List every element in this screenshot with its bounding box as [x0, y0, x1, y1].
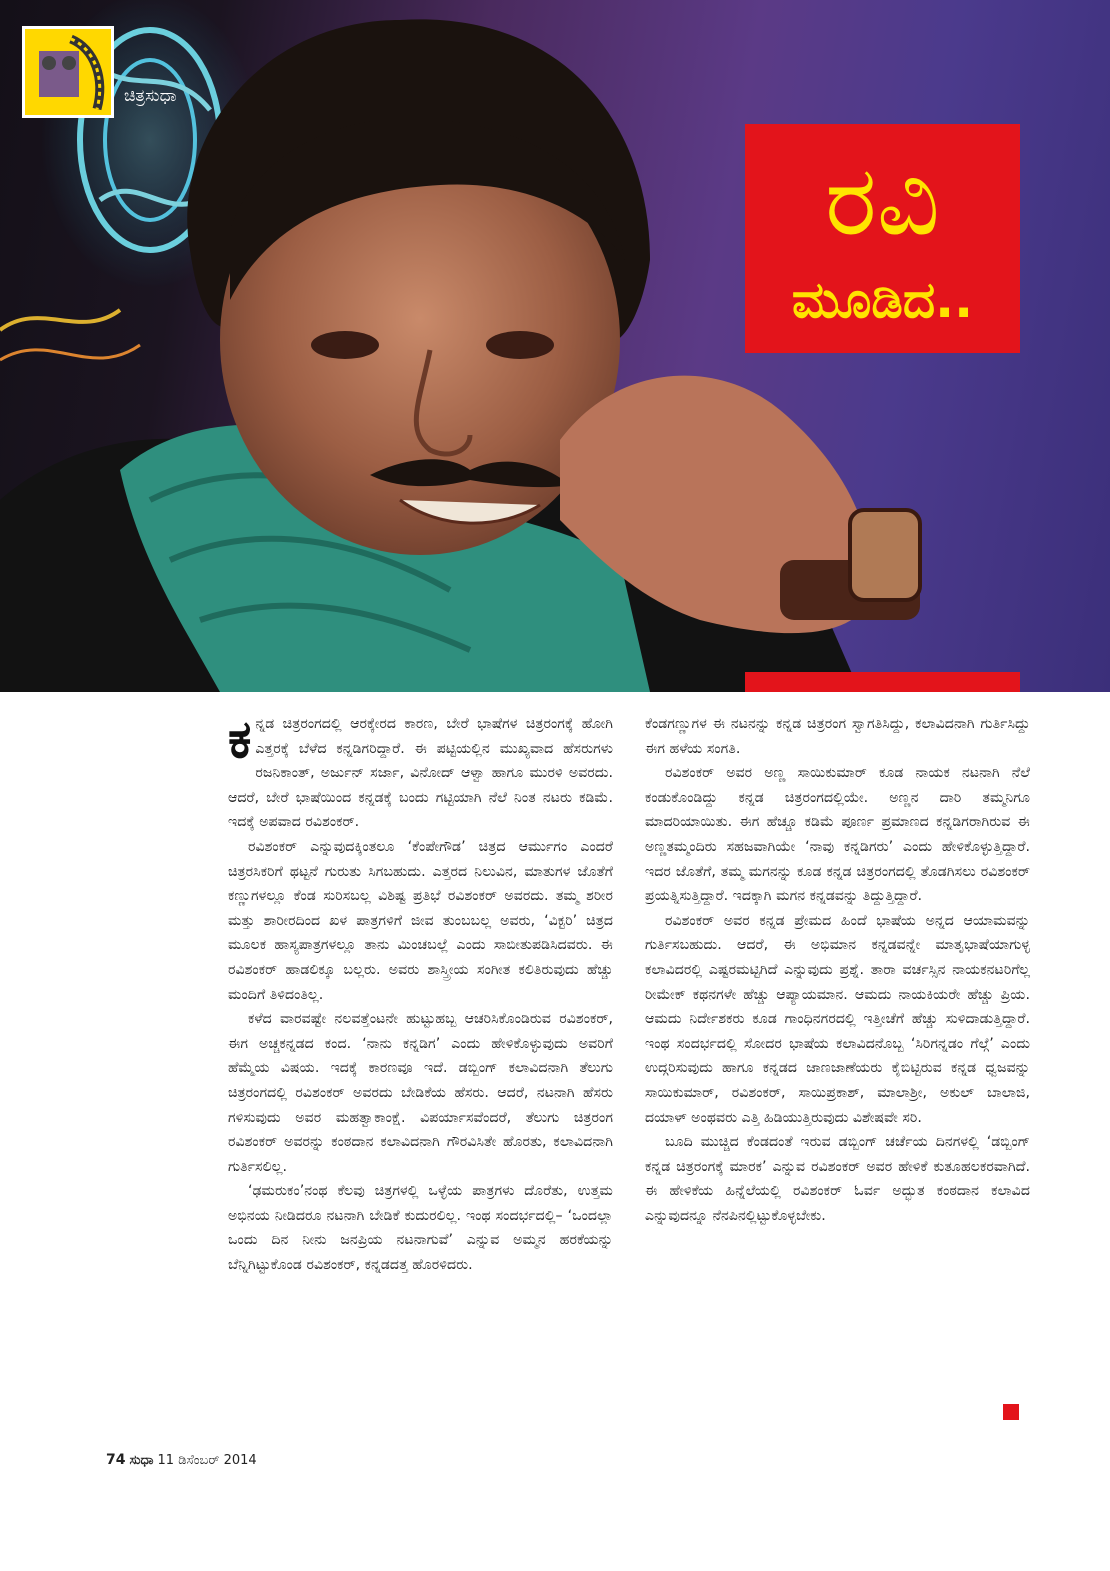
end-of-article-mark [1003, 1404, 1019, 1420]
magazine-name: ಸುಧಾ [129, 1453, 154, 1468]
section-badge [22, 26, 114, 118]
film-reel-icon [25, 29, 111, 115]
issue-date: 11 ಡಿಸೆಂಬರ್ 2014 [157, 1453, 257, 1468]
article-paragraph: ಬೂದಿ ಮುಚ್ಚಿದ ಕೆಂಡದಂತೆ ಇರುವ ಡಬ್ಬಿಂಗ್ ಚರ್ಚೆಯ ದಿನಗಳಲ್ಲಿ ‘ಡಬ್ಬಿಂಗ್ ಕನ್ನಡ ಚಿತ್ರರಂಗಕ್ಕೆ ಮಾರಕ’ ಎನ್ನುವ ರವಿಶಂಕರ್ ಅವರ ಹೇಳಿಕೆ ಕುತೂಹಲಕರವಾಗಿದೆ. ಈ ಹೇಳಿಕೆಯ ಹಿನ್ನೆಲೆಯಲ್ಲಿ ರವಿಶಂಕರ್ ಓರ್ವ ಅದ್ಭುತ ಕಂಠದಾನ ಕಲಾವಿದ ಎನ್ನುವುದನ್ನೂ ನೆನಪಿನಲ್ಲಿಟ್ಟುಕೊಳ್ಳಬೇಕು. [645, 1134, 1030, 1224]
article-paragraph: ರವಿಶಂಕರ್ ಎನ್ನುವುದಕ್ಕಿಂತಲೂ ‘ಕೆಂಪೇಗೌಡ’ ಚಿತ್ರದ ಆರ್ಮುಗಂ ಎಂದರೆ ಚಿತ್ರರಸಿಕರಿಗೆ ಥಟ್ಟನೆ ಗುರುತು ಸಿಗಬಹುದು. ಎತ್ತರದ ನಿಲುವಿನ, ಮಾತುಗಳ ಜೊತೆಗೆ ಕಣ್ಣುಗಳಲ್ಲೂ ಕೆಂಡ ಸುರಿಸಬಲ್ಲ ವಿಶಿಷ್ಟ ಪ್ರತಿಭೆ ರವಿಶಂಕರ್ ಅವರದು. ತಮ್ಮ ಶರೀರ ಮತ್ತು ಶಾರೀರದಿಂದ ಖಳ ಪಾತ್ರಗಳಿಗೆ ಜೀವ ತುಂಬಬಲ್ಲ ಅವರು, ‘ವಿಕ್ಟರಿ’ ಚಿತ್ರದ ಮೂಲಕ ಹಾಸ್ಯಪಾತ್ರಗಳಲ್ಲೂ ತಾನು ಮಿಂಚಬಲ್ಲೆ ಎಂದು ಸಾಬೀತುಪಡಿಸಿದವರು. ಈ ರವಿಶಂಕರ್ ಹಾಡಲಿಕ್ಕೂ ಬಲ್ಲರು. ಅವರು ಶಾಸ್ತ್ರೀಯ ಸಂಗೀತ ಕಲಿತಿರುವುದು ಹೆಚ್ಚು ಮಂದಿಗೆ ತಿಳಿದಂತಿಲ್ಲ. [228, 838, 613, 1003]
article-paragraph: ರವಿಶಂಕರ್ ಅವರ ಕನ್ನಡ ಪ್ರೇಮದ ಹಿಂದೆ ಭಾಷೆಯ ಅನ್ನದ ಆಯಾಮವನ್ನು ಗುರ್ತಿಸಬಹುದು. ಆದರೆ, ಈ ಅಭಿಮಾನ ಕನ್ನಡವನ್ನೇ ಮಾತೃಭಾಷೆಯಾಗುಳ್ಳ ಕಲಾವಿದರಲ್ಲಿ ಎಷ್ಟರಮಟ್ಟಿಗಿದೆ ಎನ್ನುವುದು ಪ್ರಶ್ನೆ. ತಾರಾ ವರ್ಚಸ್ಸಿನ ನಾಯಕನಟರಿಗೆಲ್ಲ ರೀಮೇಕ್ ಕಥನಗಳೇ ಹೆಚ್ಚು ಆಪ್ಯಾಯಮಾನ. ಆಮದು ನಾಯಕಿಯರೇ ಹೆಚ್ಚು ಪ್ರಿಯ. ಆಮದು ನಿರ್ದೇಶಕರು ಕೂಡ ಗಾಂಧಿನಗರದಲ್ಲಿ ಇತ್ತೀಚೆಗೆ ಹೆಚ್ಚು ಸುಳಿದಾಡುತ್ತಿದ್ದಾರೆ. ಇಂಥ ಸಂದರ್ಭದಲ್ಲಿ ಸೋದರ ಭಾಷೆಯ ಕಲಾವಿದನೊಬ್ಬ ‘ಸಿರಿಗನ್ನಡಂ ಗೆಲ್ಗೆ’ ಎಂದು ಉದ್ಗರಿಸುವುದು ಹಾಗೂ ಕನ್ನಡದ ಜಾಣಜಾಣೆಯರು ಕೈಬಿಟ್ಟಿರುವ ಕನ್ನಡ ಧ್ವಜವನ್ನು ಸಾಯಿಕುಮಾರ್, ರವಿಶಂಕರ್, ಸಾಯಿಪ್ರಕಾಶ್, ಮಾಲಾಶ್ರೀ, ಅಕುಲ್ ಬಾಲಾಜಿ, ದಯಾಳ್ ಅಂಥವರು ಎತ್ತಿ ಹಿಡಿಯುತ್ತಿರುವುದು ವಿಶೇಷವೇ ಸರಿ. [645, 912, 1030, 1126]
title-box [745, 124, 1020, 353]
page-number: 74 [106, 1452, 126, 1468]
title-sub: ಮೂಡಿದ.. [791, 271, 974, 329]
paragraph-text: ನ್ನಡ ಚಿತ್ರರಂಗದಲ್ಲಿ ಆರಕ್ಕೇರದ ಕಾರಣ, ಬೇರೆ ಭಾಷೆಗಳ ಚಿತ್ರರಂಗಕ್ಕೆ ಹೋಗಿ ಎತ್ತರಕ್ಕೆ ಬೆಳೆದ ಕನ್ನಡಿಗರಿದ್ದಾರೆ. ಈ ಪಟ್ಟಿಯಲ್ಲಿನ ಮುಖ್ಯವಾದ ಹೆಸರುಗಳು ರಜನಿಕಾಂತ್, ಅರ್ಜುನ್ ಸರ್ಜಾ, ವಿನೋದ್ ಆಳ್ವಾ ಹಾಗೂ ಮುರಳಿ ಅವರದು. ಆದರೆ, ಬೇರೆ ಭಾಷೆಯಿಂದ ಕನ್ನಡಕ್ಕೆ ಬಂದು ಗಟ್ಟಿಯಾಗಿ ನೆಲೆ ನಿಂತ ನಟರು ಕಡಿಮೆ. ಇದಕ್ಕೆ ಅಪವಾದ ರವಿಶಂಕರ್. [228, 716, 613, 831]
page-footer [106, 1452, 257, 1468]
article-paragraph: ಕಳೆದ ವಾರವಷ್ಟೇ ನಲವತ್ತೆಂಟನೇ ಹುಟ್ಟುಹಬ್ಬ ಆಚರಿಸಿಕೊಂಡಿರುವ ರವಿಶಂಕರ್, ಈಗ ಅಚ್ಚಕನ್ನಡದ ಕಂದ. ‘ನಾನು ಕನ್ನಡಿಗ’ ಎಂದು ಹೇಳಿಕೊಳ್ಳುವುದು ಅವರಿಗೆ ಹೆಮ್ಮೆಯ ವಿಷಯ. ಇದಕ್ಕೆ ಕಾರಣವೂ ಇದೆ. ಡಬ್ಬಿಂಗ್ ಕಲಾವಿದನಾಗಿ ತೆಲುಗು ಚಿತ್ರರಂಗದಲ್ಲಿ ರವಿಶಂಕರ್ ಅವರದು ಬೇಡಿಕೆಯ ಹೆಸರು. ಆದರೆ, ನಟನಾಗಿ ಹೆಸರು ಗಳಿಸುವುದು ಅವರ ಮಹತ್ವಾಕಾಂಕ್ಷೆ. ವಿಪರ್ಯಾಸವೆಂದರೆ, ತೆಲುಗು ಚಿತ್ರರಂಗ ರವಿಶಂಕರ್ ಅವರನ್ನು ಕಂಠದಾನ ಕಲಾವಿದನಾಗಿ ಗೌರವಿಸಿತೇ ಹೊರತು, ಕಲಾವಿದನಾಗಿ ಗುರ್ತಿಸಲಿಲ್ಲ. [228, 1011, 613, 1175]
title-main: ರವಿ [824, 144, 941, 258]
article-paragraph: ಕೆಂಡಗಣ್ಣುಗಳ ಈ ನಟನನ್ನು ಕನ್ನಡ ಚಿತ್ರರಂಗ ಸ್ವಾಗತಿಸಿದ್ದು, ಕಲಾವಿದನಾಗಿ ಗುರ್ತಿಸಿದ್ದು ಈಗ ಹಳೆಯ ಸಂಗತಿ. [645, 716, 1030, 757]
article-column-left [228, 712, 613, 1278]
article-paragraph: ರವಿಶಂಕರ್ ಅವರ ಅಣ್ಣ ಸಾಯಿಕುಮಾರ್ ಕೂಡ ನಾಯಕ ನಟನಾಗಿ ನೆಲೆ ಕಂಡುಕೊಂಡಿದ್ದು ಕನ್ನಡ ಚಿತ್ರರಂಗದಲ್ಲಿಯೇ. ಅಣ್ಣನ ದಾರಿ ತಮ್ಮನಿಗೂ ಮಾದರಿಯಾಯಿತು. ಈಗ ಹೆಚ್ಚೂ ಕಡಿಮೆ ಪೂರ್ಣ ಪ್ರಮಾಣದ ಕನ್ನಡಿಗರಾಗಿರುವ ಈ ಅಣ್ಣತಮ್ಮಂದಿರು ಸಹಜವಾಗಿಯೇ ‘ನಾವು ಕನ್ನಡಿಗರು’ ಎಂದು ಹೇಳಿಕೊಳ್ಳುತ್ತಿದ್ದಾರೆ. ಇದರ ಜೊತೆಗೆ, ತಮ್ಮ ಮಗನನ್ನು ಕೂಡ ಕನ್ನಡ ಚಿತ್ರರಂಗದಲ್ಲಿ ತೊಡಗಿಸಲು ರವಿಶಂಕರ್ ಪ್ರಯತ್ನಿಸುತ್ತಿದ್ದಾರೆ. ಇದಕ್ಕಾಗಿ ಮಗನ ಕನ್ನಡವನ್ನು ತಿದ್ದುತ್ತಿದ್ದಾರೆ. [645, 765, 1030, 905]
article-paragraph [228, 712, 613, 835]
section-label: ಚಿತ್ರಸುಧಾ [124, 86, 177, 106]
accent-strip [745, 672, 1020, 692]
article-column-right [645, 712, 1030, 1228]
drop-cap: ಕ [228, 710, 252, 770]
article-paragraph: ‘ಢಮರುಕಂ’ನಂಥ ಕೆಲವು ಚಿತ್ರಗಳಲ್ಲಿ ಒಳ್ಳೆಯ ಪಾತ್ರಗಳು ದೊರೆತು, ಉತ್ತಮ ಅಭಿನಯ ನೀಡಿದರೂ ನಟನಾಗಿ ಬೇಡಿಕೆ ಕುದುರಲಿಲ್ಲ. ಇಂಥ ಸಂದರ್ಭದಲ್ಲಿ– ‘ಒಂದಲ್ಲಾ ಒಂದು ದಿನ ನೀನು ಜನಪ್ರಿಯ ನಟನಾಗುವೆ’ ಎನ್ನುವ ಅಮ್ಮನ ಹರಕೆಯನ್ನು ಬೆನ್ನಿಗಿಟ್ಟುಕೊಂಡ ರವಿಶಂಕರ್, ಕನ್ನಡದತ್ತ ಹೊರಳಿದರು. [228, 1183, 613, 1274]
